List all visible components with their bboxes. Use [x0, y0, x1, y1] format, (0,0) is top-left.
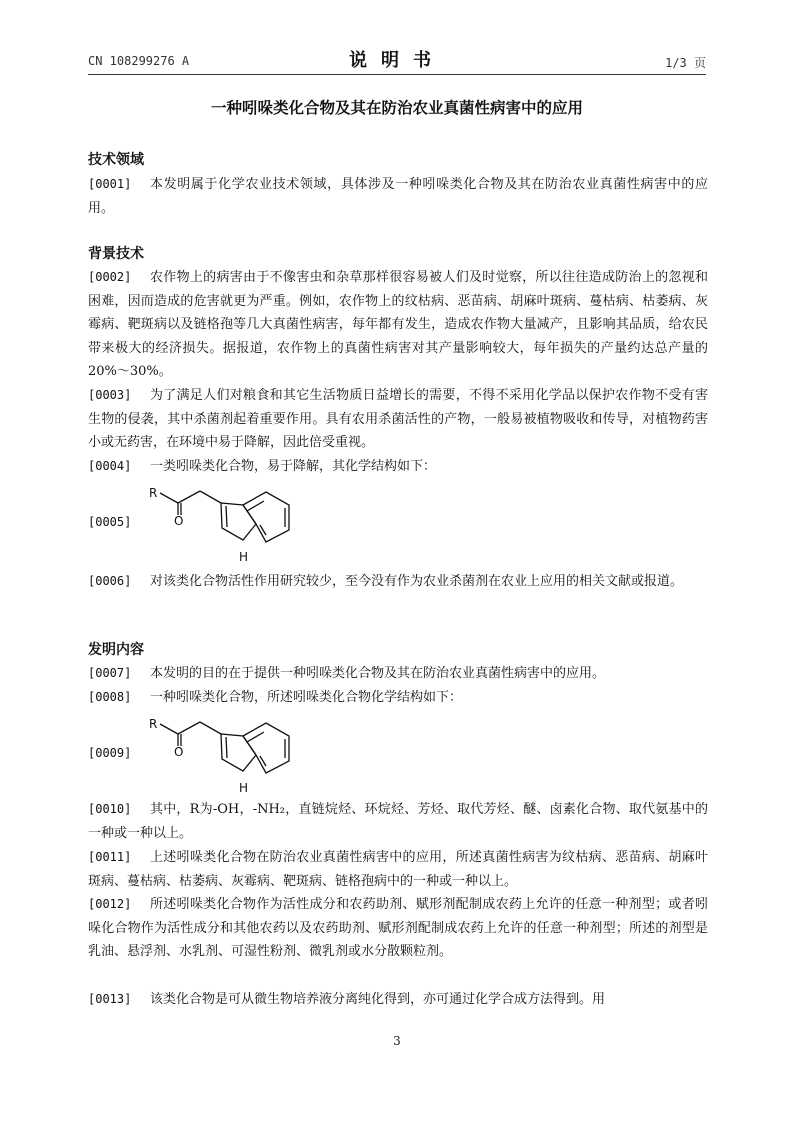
- paragraph-number: [0007]: [88, 666, 132, 680]
- header-title: 说明书: [349, 50, 445, 71]
- oxygen-label: O: [174, 514, 184, 528]
- paragraph-text: 对该类化合物活性作用研究较少，至今没有作为农业杀菌剂在农业上应用的相关文献或报道。: [150, 574, 684, 589]
- oxygen-label: O: [174, 745, 184, 759]
- paragraph-text: 本发明的目的在于提供一种吲哚类化合物及其在防治农业真菌性病害中的应用。: [150, 666, 606, 681]
- paragraph-0011: [88, 846, 708, 893]
- paragraph-number: [0008]: [88, 690, 132, 704]
- section-heading-invention: 发明内容: [88, 642, 144, 658]
- formula-number-0009: [0009]: [88, 746, 132, 760]
- paragraph-0007: [88, 662, 708, 686]
- paragraph-text: 一种吲哚类化合物，所述吲哚类化合物化学结构如下：: [150, 690, 463, 705]
- r-group-label: R: [149, 717, 158, 731]
- paragraph-0003: [88, 384, 708, 455]
- paragraph-number: [0001]: [88, 177, 132, 191]
- indole-structure-2: [146, 708, 326, 798]
- paragraph-number: [0006]: [88, 574, 132, 588]
- paragraph-text: 该类化合物是可从微生物培养液分离纯化得到，亦可通过化学合成方法得到。用: [150, 992, 606, 1007]
- paragraph-number: [0012]: [88, 897, 132, 911]
- header-page-indicator: 1/3 页: [665, 56, 706, 70]
- paragraph-number: [0011]: [88, 850, 132, 864]
- paragraph-text: 所述吲哚类化合物作为活性成分和农药助剂、赋形剂配制成农药上允许的任意一种剂型；或者吲哚化合物作为活性成分和其他农药以及农药助剂、赋形剂配制成农药上允许的任意一种剂型；所述的剂型是乳油、悬浮剂、水乳剂、可湿性粉剂、微乳剂或水分散颗粒剂。: [88, 897, 708, 959]
- nh-hydrogen-label: H: [239, 550, 249, 564]
- paragraph-0001: [88, 173, 708, 220]
- paragraph-0010: [88, 798, 708, 845]
- paragraph-number: [0002]: [88, 270, 132, 284]
- paragraph-0008: [88, 686, 708, 710]
- paragraph-number: [0013]: [88, 992, 132, 1006]
- paragraph-text: 本发明属于化学农业技术领域，具体涉及一种吲哚类化合物及其在防治农业真菌性病害中的应用。: [88, 177, 708, 216]
- paragraph-number: [0003]: [88, 388, 132, 402]
- paragraph-text: 农作物上的病害由于不像害虫和杂草那样很容易被人们及时觉察，所以往往造成防治上的忽视和困难，因而造成的危害就更为严重。例如，农作物上的纹枯病、恶苗病、胡麻叶斑病、蔓枯病、枯萎病、灰霉病、靶斑病以及链格孢等几大真菌性病害，每年都有发生，造成农作物大量减产，且影响其品质，给农民带来极大的经济损失。据报道，农作物上的真菌性病害对其产量影响较大，每年损失的产量约达总产量的20%～30%。: [88, 270, 708, 379]
- nh-hydrogen-label: H: [239, 781, 249, 795]
- paragraph-number: [0010]: [88, 802, 132, 816]
- paragraph-text: 上述吲哚类化合物在防治农业真菌性病害中的应用，所述真菌性病害为纹枯病、恶苗病、胡麻叶斑病、蔓枯病、枯萎病、灰霉病、靶斑病、链格孢病中的一种或一种以上。: [88, 850, 708, 889]
- paragraph-text: 其中，R为-OH，-NH₂，直链烷烃、环烷烃、芳烃、取代芳烃、醚、卤素化合物、取代氨基中的一种或一种以上。: [88, 802, 708, 841]
- section-heading-background: 背景技术: [88, 246, 144, 262]
- header-rule: [88, 74, 706, 75]
- paragraph-0012: [88, 893, 708, 964]
- section-heading-tech-field: 技术领域: [88, 152, 144, 168]
- paragraph-0013: [88, 988, 708, 1012]
- paragraph-text: 为了满足人们对粮食和其它生活物质日益增长的需要，不得不采用化学品以保护农作物不受有害生物的侵袭，其中杀菌剂起着重要作用。具有农用杀菌活性的产物，一般易被植物吸收和传导，对植物药害小或无药害，在环境中易于降解，因此倍受重视。: [88, 388, 708, 450]
- paragraph-text: 一类吲哚类化合物，易于降解，其化学结构如下：: [150, 459, 437, 474]
- paragraph-0004: [88, 455, 708, 479]
- paragraph-0002: [88, 266, 708, 384]
- page-number: 3: [393, 1034, 401, 1048]
- paragraph-number: [0004]: [88, 459, 132, 473]
- formula-number-0005: [0005]: [88, 515, 132, 529]
- paragraph-0006: [88, 570, 708, 594]
- indole-structure-1: [146, 477, 326, 567]
- r-group-label: R: [149, 486, 158, 500]
- header-doc-id: CN 108299276 A: [88, 54, 190, 68]
- document-title: 一种吲哚类化合物及其在防治农业真菌性病害中的应用: [210, 99, 583, 117]
